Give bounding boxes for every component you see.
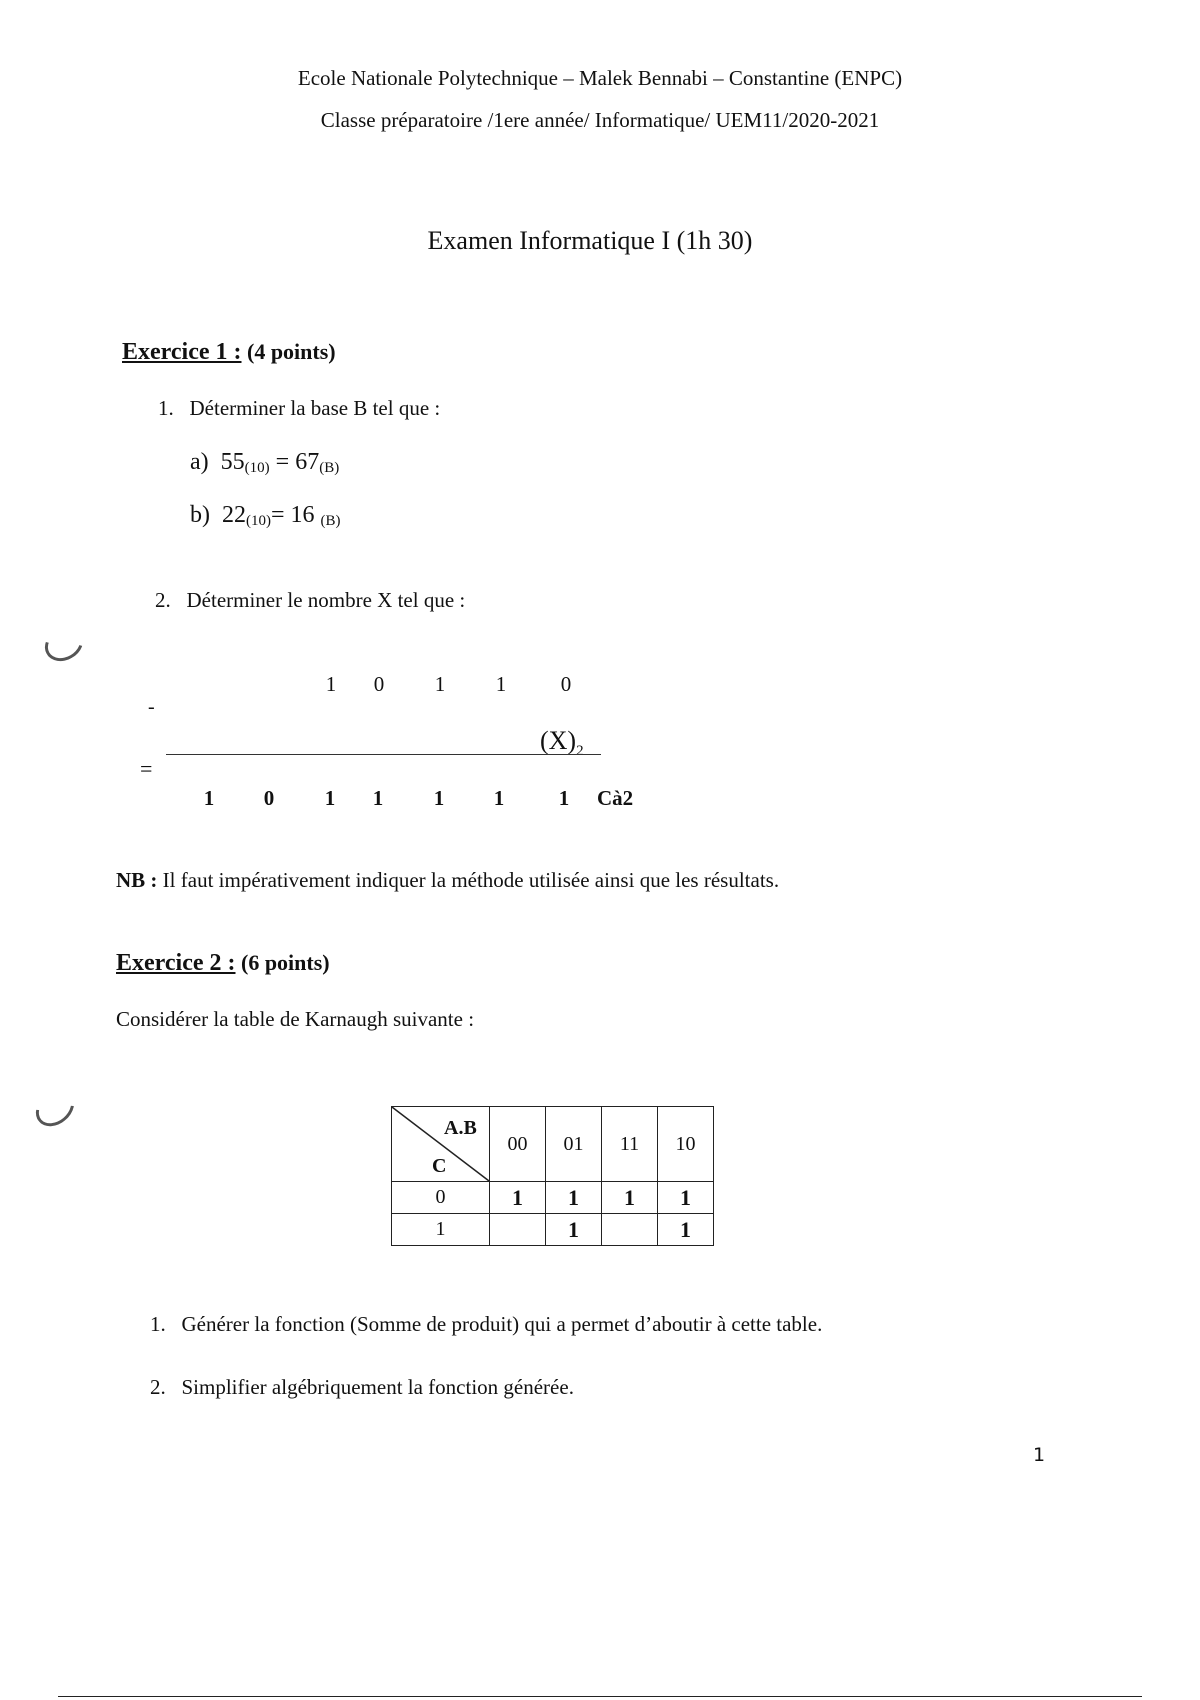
- kmap-cell: 1: [602, 1182, 658, 1214]
- result-bit: 1: [203, 786, 215, 810]
- ex1-q1-b: [190, 502, 341, 530]
- kmap-cell: 1: [658, 1214, 714, 1246]
- kmap-col-header: 10: [658, 1107, 714, 1182]
- exercise1-title: Exercice 1 :: [122, 339, 242, 365]
- kmap-col-var: A.B: [444, 1117, 477, 1139]
- ex1-q1-text: Déterminer la base B tel que :: [189, 396, 441, 420]
- ex1-q1-num: 1.: [158, 396, 174, 420]
- kmap-row-header: 1: [392, 1214, 490, 1246]
- exercise2-points: (6 points): [241, 950, 330, 975]
- note-text: Il faut impérativement indiquer la méthode utilisée ainsi que les résultats.: [162, 868, 780, 892]
- result-bit: 1: [558, 786, 570, 810]
- ex2-q1-num: 1.: [150, 1312, 166, 1336]
- kmap-cell: [602, 1214, 658, 1246]
- x-base: 2: [576, 743, 584, 760]
- result-bit: 1: [493, 786, 505, 810]
- ex1-q1: [158, 396, 440, 421]
- top-bit: 0: [373, 672, 385, 696]
- class-info: Classe préparatoire /1ere année/ Informatique/ UEM11/2020-2021: [320, 108, 880, 132]
- ex1-q2-text: Déterminer le nombre X tel que :: [186, 588, 466, 612]
- ex2-q2: [150, 1375, 574, 1400]
- rhs-value: 16: [290, 502, 315, 528]
- item-label: a): [190, 449, 209, 475]
- top-bit: 1: [495, 672, 507, 696]
- ex1-q2-num: 2.: [155, 588, 171, 612]
- result-bit: 1: [324, 786, 336, 810]
- ex2-q1-text: Générer la fonction (Somme de produit) qui a permet d’aboutir à cette table.: [181, 1312, 823, 1336]
- kmap-corner: [392, 1107, 490, 1182]
- note-label: NB :: [116, 868, 158, 892]
- x-label: (X): [540, 726, 577, 755]
- kmap-cell: 1: [546, 1182, 602, 1214]
- equals-sign: =: [271, 502, 285, 528]
- kmap-col-header: 00: [490, 1107, 546, 1182]
- minus-sign: -: [148, 696, 155, 718]
- subtraction-line: [166, 754, 601, 755]
- scan-mark: [29, 1082, 82, 1134]
- equals-sign: =: [140, 756, 153, 781]
- x-operand: [540, 726, 584, 760]
- ex2-intro: Considérer la table de Karnaugh suivante :: [116, 1007, 475, 1031]
- exercise2-title: Exercice 2 :: [116, 950, 236, 976]
- ex2-q2-num: 2.: [150, 1375, 166, 1399]
- result-label: Cà2: [597, 786, 634, 810]
- rhs-value: 67: [295, 449, 320, 475]
- lhs-value: 55: [220, 449, 245, 475]
- kmap-cell: [490, 1214, 546, 1246]
- kmap-row-var: C: [432, 1155, 447, 1177]
- top-bit: 0: [560, 672, 572, 696]
- kmap-cell: 1: [658, 1182, 714, 1214]
- result-bit: 0: [263, 786, 275, 810]
- exercise1-points: (4 points): [247, 339, 336, 364]
- lhs-base: (10): [244, 460, 270, 476]
- note: [116, 868, 779, 893]
- school-name: Ecole Nationale Polytechnique – Malek Bennabi – Constantine (ENPC): [297, 66, 903, 90]
- kmap-col-header: 01: [546, 1107, 602, 1182]
- ex2-q1: [150, 1312, 822, 1337]
- result-bit: 1: [372, 786, 384, 810]
- karnaugh-map: [391, 1106, 714, 1246]
- top-bit: 1: [325, 672, 337, 696]
- page-number: 1: [1033, 1444, 1046, 1466]
- kmap-cell: 1: [546, 1214, 602, 1246]
- kmap-row-header: 0: [392, 1182, 490, 1214]
- page-title: Examen Informatique I (1h 30): [427, 226, 753, 255]
- item-label: b): [190, 502, 210, 528]
- ex1-q1-a: [190, 449, 339, 477]
- rhs-base: (B): [320, 513, 341, 529]
- result-bit: 1: [433, 786, 445, 810]
- kmap-col-header: 11: [602, 1107, 658, 1182]
- ex1-q2: [155, 588, 465, 613]
- scan-mark: [39, 620, 90, 668]
- exercise1-heading: [122, 339, 336, 366]
- rhs-base: (B): [319, 460, 340, 476]
- exercise2-heading: [116, 950, 330, 977]
- bottom-rule: [58, 1696, 1142, 1697]
- lhs-value: 22: [222, 502, 246, 528]
- equals-sign: =: [275, 449, 290, 475]
- ex2-q2-text: Simplifier algébriquement la fonction générée.: [181, 1375, 574, 1399]
- lhs-base: (10): [246, 513, 271, 529]
- kmap-cell: 1: [490, 1182, 546, 1214]
- top-bit: 1: [434, 672, 446, 696]
